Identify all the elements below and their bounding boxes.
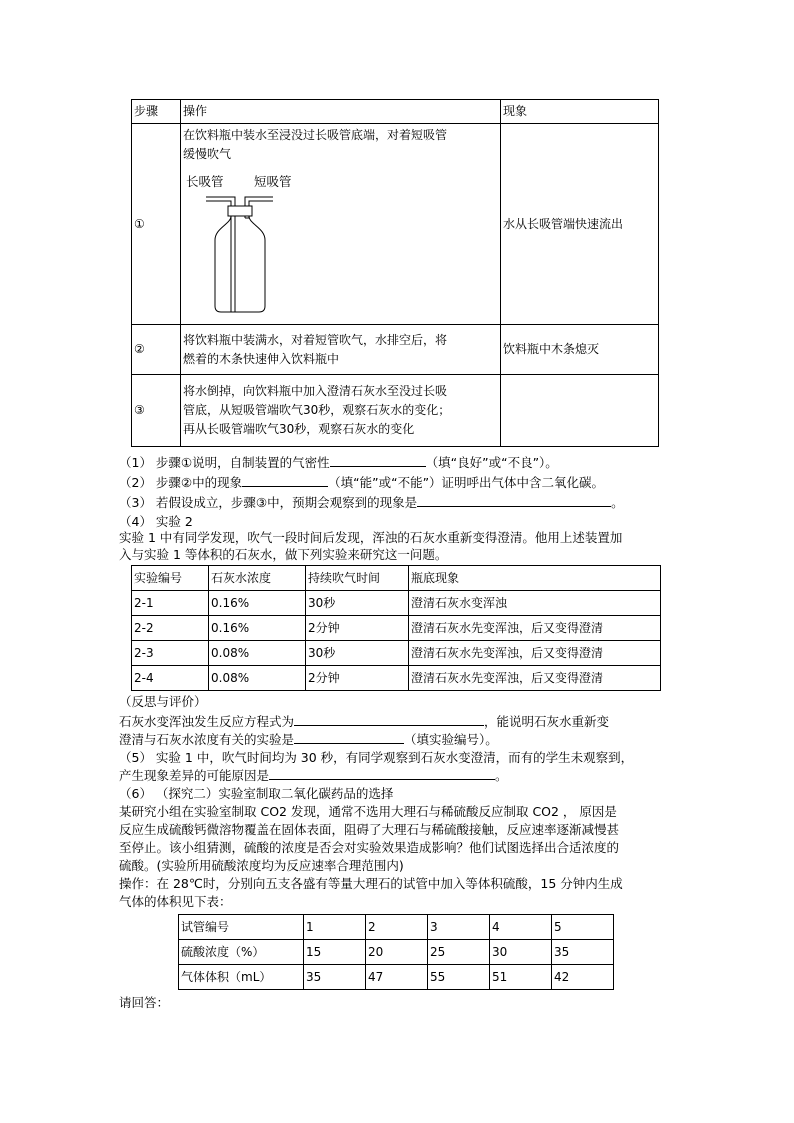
reflection-line-1: 石灰水变浑浊发生反应方程式为 ，能说明石灰水重新变 (119, 714, 610, 729)
table-cell: 1 (304, 915, 366, 940)
answer-blank[interactable] (294, 713, 484, 726)
question-6-text: 某研究小组在实验室制取 CO2 发现，通常不选用大理石与稀硫酸反应制取 CO2 ， 原因是 (119, 804, 617, 819)
table-cell: 澄清石灰水先变浑浊，后又变得澄清 (409, 666, 661, 691)
question-6-title: （6） （探究二）实验室制取二氧化碳药品的选择 (119, 786, 394, 801)
question-5: （5） 实验 1 中，吹气时间均为 30 秒，有同学观察到石灰水变澄清，而有的学生未观察到， (119, 750, 634, 765)
table-cell: 3 (428, 915, 490, 940)
table-cell: 2-1 (132, 591, 209, 616)
step-number: ③ (132, 375, 181, 447)
reflection-title: （反思与评价） (119, 694, 207, 709)
answer-blank[interactable] (294, 731, 404, 744)
table-cell: 澄清石灰水先变浑浊，后又变得澄清 (409, 641, 661, 666)
question-1: （1） 步骤①说明，自制装置的气密性 （填“良好”或“不良”）。 (119, 455, 558, 470)
question-4-text: 实验 1 中有同学发现，吹气一段时间后发现，浑浊的石灰水重新变得澄清。他用上述装置加 (119, 530, 623, 545)
table-cell: 2 (366, 915, 428, 940)
experiment-steps-table (131, 99, 659, 447)
answer-prompt: 请回答： (119, 995, 170, 1010)
table-header: 现象 (501, 100, 659, 124)
step-number: ① (132, 124, 181, 325)
short-tube-label: 短吸管 (254, 174, 292, 189)
table-cell: 澄清石灰水变浑浊 (409, 591, 661, 616)
table-cell: 47 (366, 965, 428, 990)
step-phenomenon: 水从长吸管端快速流出 (501, 124, 659, 325)
long-tube-label: 长吸管 (186, 174, 224, 189)
bottle-icon (201, 192, 281, 316)
table-cell: 2分钟 (306, 666, 409, 691)
table-cell: 0.08% (209, 666, 306, 691)
table-cell: 30秒 (306, 591, 409, 616)
table-header: 试管编号 (179, 915, 304, 940)
reflection-line-2: 澄清与石灰水浓度有关的实验是 （填实验编号）。 (119, 732, 498, 747)
step-operation: 将水倒掉，向饮料瓶中加入澄清石灰水至没过长吸 管底，从短吸管端吹气30秒，观察石灰水的变化； 再从长吸管端吹气30秒，观察石灰水的变化 (181, 375, 501, 447)
table-cell: 51 (490, 965, 552, 990)
table-header: 操作 (181, 100, 501, 124)
table-cell: 澄清石灰水先变浑浊，后又变得澄清 (409, 616, 661, 641)
question-6-text: 气体的体积见下表： (119, 894, 232, 909)
step-phenomenon (501, 375, 659, 447)
table-cell: 30 (490, 940, 552, 965)
step-operation: 在饮料瓶中装水至浸没过长吸管底端，对着短吸管 缓慢吹气 长吸管 短吸管 (181, 124, 501, 325)
table-header: 步骤 (132, 100, 181, 124)
table-header: 持续吹气时间 (306, 566, 409, 591)
table-cell: 35 (552, 940, 614, 965)
answer-blank[interactable] (242, 474, 328, 487)
experiment-2-table (131, 565, 661, 691)
table-cell: 0.08% (209, 641, 306, 666)
table-cell: 55 (428, 965, 490, 990)
step-phenomenon: 饮料瓶中木条熄灭 (501, 325, 659, 375)
table-header: 实验编号 (132, 566, 209, 591)
table-cell: 15 (304, 940, 366, 965)
question-3: （3） 若假设成立，步骤③中，预期会观察到的现象是 。 (119, 495, 624, 510)
question-2: （2） 步骤②中的现象 （填“能”或“不能”）证明呼出气体中含二氧化碳。 (119, 475, 605, 490)
question-6-text: 硫酸。(实验所用硫酸浓度均为反应速率合理范围内) (119, 858, 404, 873)
answer-blank[interactable] (330, 454, 426, 467)
table-header: 硫酸浓度（%） (179, 940, 304, 965)
table-cell: 2分钟 (306, 616, 409, 641)
step-number: ② (132, 325, 181, 375)
table-cell: 20 (366, 940, 428, 965)
sulfuric-acid-table (178, 914, 614, 990)
question-6-text: 反应生成硫酸钙微溶物覆盖在固体表面，阻碍了大理石与稀硫酸接触，反应速率逐渐减慢甚 (119, 822, 620, 837)
table-cell: 0.16% (209, 616, 306, 641)
question-4-title: （4） 实验 2 (119, 514, 193, 529)
table-cell: 5 (552, 915, 614, 940)
table-cell: 2-2 (132, 616, 209, 641)
table-cell: 35 (304, 965, 366, 990)
table-cell: 30秒 (306, 641, 409, 666)
table-cell: 25 (428, 940, 490, 965)
question-4-text: 入与实验 1 等体积的石灰水，做下列实验来研究这一问题。 (119, 547, 448, 562)
table-header: 石灰水浓度 (209, 566, 306, 591)
table-cell: 0.16% (209, 591, 306, 616)
table-cell: 2-3 (132, 641, 209, 666)
bottle-figure (183, 164, 498, 314)
step-operation: 将饮料瓶中装满水，对着短管吹气，水排空后，将 燃着的木条快速伸入饮料瓶中 (181, 325, 501, 375)
table-cell: 42 (552, 965, 614, 990)
table-header: 瓶底现象 (409, 566, 661, 591)
table-cell: 4 (490, 915, 552, 940)
question-6-text: 至停止。该小组猜测，硫酸的浓度是否会对实验效果造成影响？他们试图选择出合适浓度的 (119, 840, 620, 855)
question-5-line-2: 产生现象差异的可能原因是 。 (119, 768, 508, 783)
answer-blank[interactable] (269, 767, 495, 780)
question-6-text: 操作：在 28℃时，分别向五支各盛有等量大理石的试管中加入等体积硫酸，15 分钟内生成 (119, 876, 623, 891)
table-cell: 2-4 (132, 666, 209, 691)
table-header: 气体体积（mL） (179, 965, 304, 990)
answer-blank[interactable] (417, 494, 611, 507)
